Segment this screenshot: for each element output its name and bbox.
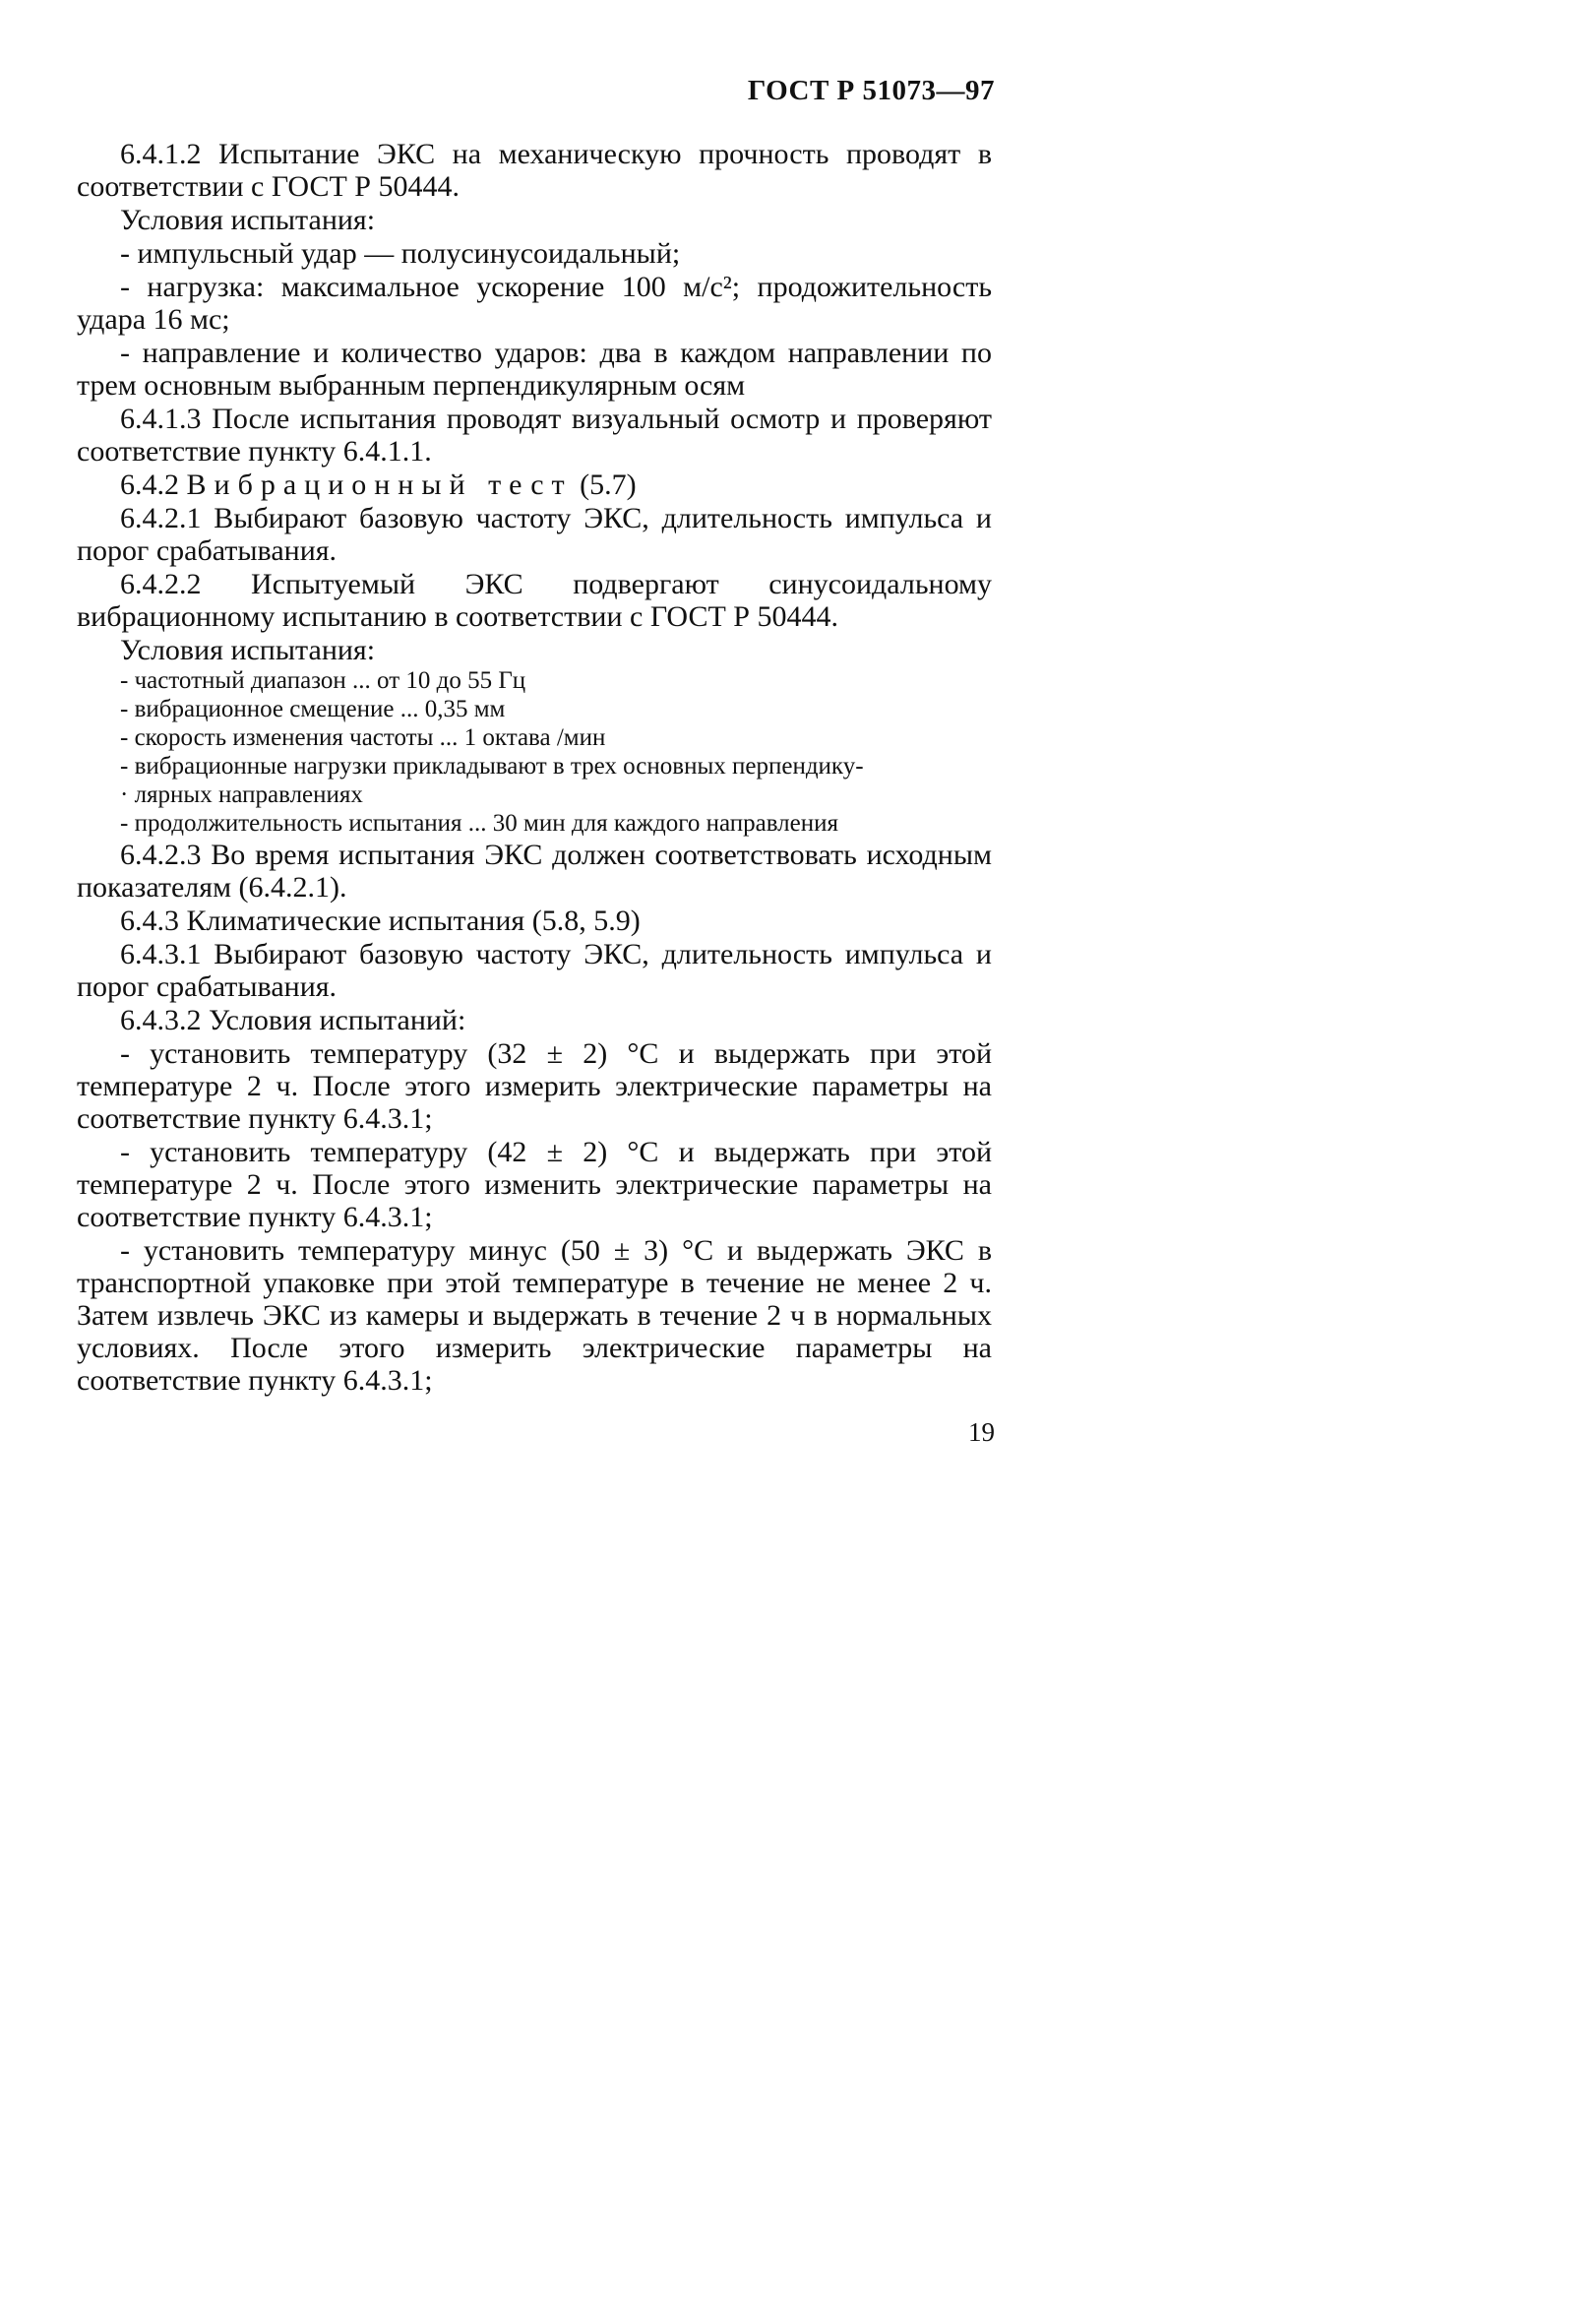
- vibration-conditions-heading: Условия испытания:: [120, 634, 376, 666]
- section-number: 6.4.2: [120, 468, 179, 501]
- condition-test-duration: - продолжительность испытания ... 30 мин для каждого направления: [120, 810, 838, 837]
- condition-vibration-displacement: - вибрационное смещение ... 0,35 мм: [120, 696, 506, 722]
- paragraph-6-4-3-2: 6.4.3.2 Условия испытаний:: [120, 1004, 466, 1036]
- condition-temperature-32: - установить температуру (32 ± 2) °С и выдержать при этой температуре 2 ч. После этого измерить электрические параметры на соответствие пункту 6.4.3.1;: [77, 1037, 992, 1135]
- paragraph-6-4-2-1: 6.4.2.1 Выбирают базовую частоту ЭКС, длительность импульса и порог срабатывания.: [77, 502, 992, 567]
- test-conditions-heading: Условия испытания:: [120, 204, 376, 236]
- document-body: [77, 138, 992, 1397]
- paragraph-6-4-1-2: 6.4.1.2 Испытание ЭКС на механическую прочность проводят в соответствии с ГОСТ Р 50444.: [77, 138, 992, 203]
- section-6-4-3-heading: 6.4.3 Климатические испытания (5.8, 5.9): [120, 905, 641, 937]
- condition-load: - нагрузка: максимальное ускорение 100 м/с²; продожительность удара 16 мс;: [77, 271, 992, 336]
- section-6-4-2-heading: [77, 468, 992, 501]
- condition-vibration-loads-continued: · лярных направлениях: [120, 781, 363, 808]
- condition-vibration-loads: - вибрационные нагрузки прикладывают в трех основных перпендику-: [120, 753, 864, 780]
- condition-frequency-range: - частотный диапазон ... от 10 до 55 Гц: [120, 667, 526, 694]
- condition-sweep-rate: - скорость изменения частоты ... 1 октава /мин: [120, 724, 606, 751]
- condition-temperature-minus-50: - установить температуру минус (50 ± 3) °С и выдержать ЭКС в транспортной упаковке при этой температуре в течение не менее 2 ч. Затем извлечь ЭКС из камеры и выдержать в течение 2 ч в нормальных условиях. После этого измерить электрические параметры на соответствие пункту 6.4.3.1;: [77, 1234, 992, 1397]
- paragraph-6-4-1-3: 6.4.1.3 После испытания проводят визуальный осмотр и проверяют соответствие пункту 6.4.1.1.: [77, 403, 992, 468]
- condition-temperature-42: - установить температуру (42 ± 2) °С и выдержать при этой температуре 2 ч. После этого изменить электрические параметры на соответствие пункту 6.4.3.1;: [77, 1136, 992, 1233]
- section-reference: (5.7): [580, 468, 637, 501]
- condition-impulse-shock: - импульсный удар — полусинусоидальный;: [120, 237, 681, 270]
- page-number: 19: [968, 1417, 995, 1447]
- section-title: Вибрационный тест: [186, 468, 573, 501]
- document-code-header: ГОСТ Р 51073—97: [747, 75, 995, 106]
- condition-direction: - направление и количество ударов: два в каждом направлении по трем основным выбранным перпендикулярным осям: [77, 337, 992, 402]
- paragraph-6-4-2-2: 6.4.2.2 Испытуемый ЭКС подвергают синусоидальному вибрационному испытанию в соответствии с ГОСТ Р 50444.: [77, 568, 992, 633]
- paragraph-6-4-3-1: 6.4.3.1 Выбирают базовую частоту ЭКС, длительность импульса и порог срабатывания.: [77, 938, 992, 1003]
- paragraph-6-4-2-3: 6.4.2.3 Во время испытания ЭКС должен соответствовать исходным показателям (6.4.2.1).: [77, 839, 992, 904]
